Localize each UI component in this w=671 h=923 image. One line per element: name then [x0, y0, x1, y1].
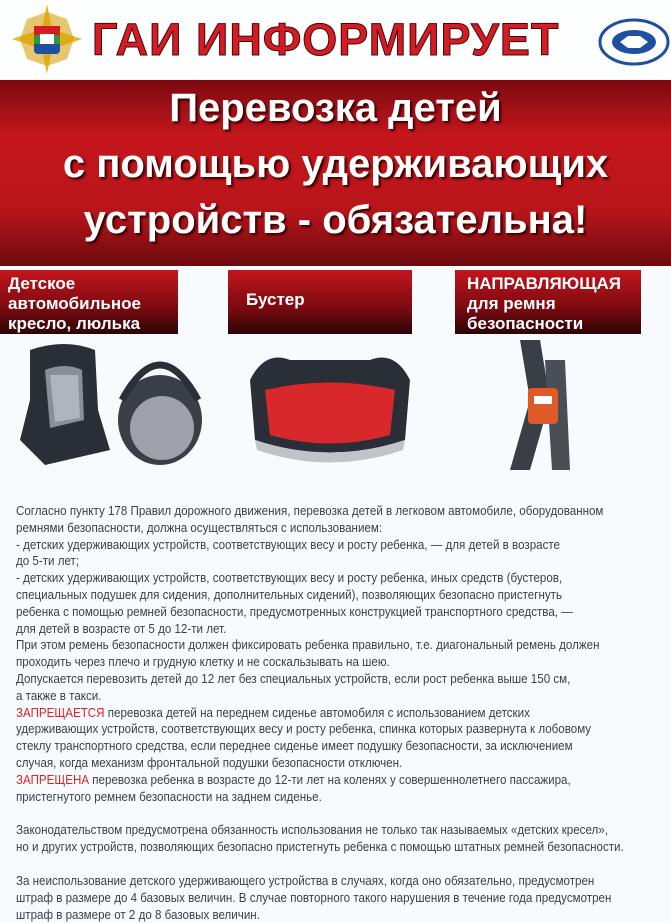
text-line: Законодательством предусмотрена обязанность использования не только так называемых «детских кресел», — [16, 823, 608, 838]
banner-line-3: устройств - обязательна! — [83, 198, 588, 242]
forbidden-word: ЗАПРЕЩЕНА — [16, 772, 90, 787]
text-span: перевозка ребенка в возрасте до 12-ти лет на коленях у совершеннолетнего пассажира, — [89, 772, 571, 787]
body-text — [16, 503, 624, 923]
text-line: до 5-ти лет; — [16, 554, 80, 569]
text-line: штраф в размере от 2 до 8 базовых величин. — [16, 907, 260, 922]
label-line: для ремня — [467, 294, 556, 313]
gai-emblem-icon — [12, 4, 82, 74]
program-logo-icon — [598, 18, 670, 66]
text-line — [16, 772, 614, 789]
label-line: Бустер — [246, 290, 305, 309]
child-car-seat-icon — [10, 340, 205, 475]
seatbelt-guide-icon — [500, 340, 590, 470]
banner-line-2: с помощью удерживающих — [62, 142, 609, 186]
label-line: безопасности — [467, 314, 584, 333]
header-title: ГАИ ИНФОРМИРУЕТ — [92, 14, 560, 65]
booster-seat-icon — [245, 340, 415, 470]
label-line: НАПРАВЛЯЮЩАЯ — [467, 274, 622, 293]
text-line: стеклу транспортного средства, если переднее сиденье имеет подушку безопасности, за исключением — [16, 739, 573, 754]
text-line: ремнями безопасности, должна осуществляться с использованием: — [16, 520, 383, 535]
label-booster — [228, 270, 412, 334]
header — [0, 0, 671, 78]
text-span: перевозка детей на переднем сиденье автомобиля с использованием детских — [104, 705, 530, 720]
label-belt-guide — [455, 270, 641, 334]
text-line: для детей в возрасте от 5 до 12-ти лет. — [16, 621, 227, 636]
title-banner — [0, 80, 671, 266]
text-line: штраф в размере до 4 базовых величин. В случае повторного такого нарушения в течение года предусмотрен — [16, 890, 612, 905]
text-line: но и других устройств, позволяющих безопасно пристегнуть ребенка с помощью штатных ремней безопасности. — [16, 840, 624, 855]
text-line: При этом ремень безопасности должен фиксировать ребенка правильно, т.е. диагональный ремень должен — [16, 638, 600, 653]
text-line: а также в такси. — [16, 688, 102, 703]
text-line: - детских удерживающих устройств, соответствующих весу и росту ребенка, — для детей в возрасте — [16, 537, 560, 552]
text-line: специальных подушек для сидения, дополнительных сидений), позволяющих безопасно пристегнуть — [16, 587, 563, 602]
label-line: автомобильное — [8, 294, 141, 313]
text-line — [16, 705, 614, 722]
text-line: Согласно пункту 178 Правил дорожного движения, перевозка детей в легковом автомобиле, оборудованном — [16, 504, 604, 518]
text-line: случая, когда механизм фронтальной подушки безопасности отключен. — [16, 755, 403, 770]
label-child-seat — [0, 270, 178, 334]
text-line: За неиспользование детского удерживающего устройства в случаях, когда оно обязательно, предусмотрен — [16, 873, 595, 888]
text-line: пристегнутого ремнем безопасности на заднем сиденье. — [16, 789, 322, 804]
text-line: ребенка с помощью ремней безопасности, предусмотренных конструкцией транспортного средства, — — [16, 604, 573, 619]
label-line: Детское — [8, 274, 76, 293]
label-line: кресло, люлька — [8, 314, 141, 333]
text-line: Допускается перевозить детей до 12 лет без специальных устройств, если рост ребенка выше 150 см, — [16, 671, 571, 686]
text-line: удерживающих устройств, соответствующих весу и росту ребенка, спинка которых развернута к лобовому — [16, 722, 592, 737]
text-line: - детских удерживающих устройств, соответствующих весу и росту ребенка, иных средств (бустеров, — [16, 571, 563, 586]
text-line: проходить через плечо и грудную клетку и не соскальзывать на шею. — [16, 655, 390, 670]
banner-line-1: Перевозка детей — [169, 86, 502, 130]
forbidden-word: ЗАПРЕЩАЕТСЯ — [16, 705, 105, 720]
